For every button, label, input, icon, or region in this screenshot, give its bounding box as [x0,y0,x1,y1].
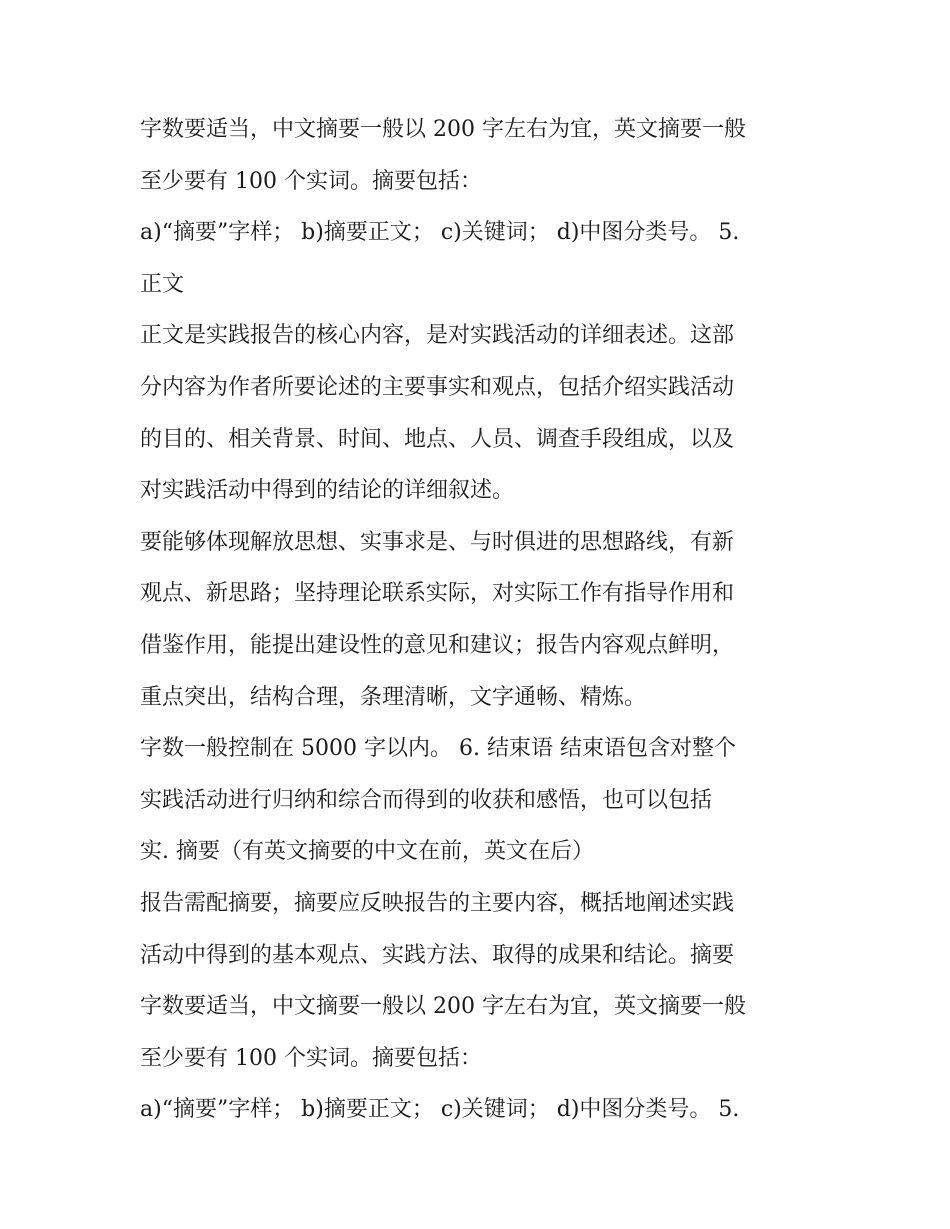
text-line: a)“摘要”字样； b)摘要正文； c)关键词； d)中图分类号。 5. [140,220,740,246]
text-line: 重点突出，结构合理，条理清晰，文字通畅、精炼。 [140,684,647,710]
text-line: 的目的、相关背景、时间、地点、人员、调查手段组成，以及 [140,426,735,452]
text-line: 对实践活动中得到的结论的详细叙述。 [140,478,515,504]
document-body [140,104,830,1136]
text-line: 字数要适当，中文摘要一般以 200 字左右为宜，英文摘要一般 [140,117,746,142]
text-line: 字数要适当，中文摘要一般以 200 字左右为宜，英文摘要一般 [140,994,746,1020]
text-line: 分内容为作者所要论述的主要事实和观点，包括介绍实践活动 [140,374,735,400]
text-line: 实践活动进行归纳和综合而得到的收获和感悟，也可以包括 [140,787,713,813]
text-line: 至少要有 100 个实词。摘要包括： [140,1045,482,1071]
text-line: 正文是实践报告的核心内容，是对实践活动的详细表述。这部 [140,323,735,349]
text-line: 至少要有 100 个实词。摘要包括： [140,168,482,194]
text-line: 字数一般控制在 5000 字以内。 6. 结束语 结束语包含对整个 [140,736,736,762]
text-line: 活动中得到的基本观点、实践方法、取得的成果和结论。摘要 [140,942,735,968]
text-line: a)“摘要”字样； b)摘要正文； c)关键词； d)中图分类号。 5. [140,1097,740,1123]
text-line: 报告需配摘要，摘要应反映报告的主要内容，概括地阐述实践 [140,890,735,916]
text-line: 观点、新思路；坚持理论联系实际，对实际工作有指导作用和 [140,581,735,607]
text-line: 正文 [140,271,185,297]
text-line: 要能够体现解放思想、实事求是、与时俱进的思想路线，有新 [140,529,735,555]
text-line: 借鉴作用，能提出建设性的意见和建议；报告内容观点鲜明， [140,632,735,658]
text-line: 实. 摘要（有英文摘要的中文在前，英文在后） [140,839,594,865]
